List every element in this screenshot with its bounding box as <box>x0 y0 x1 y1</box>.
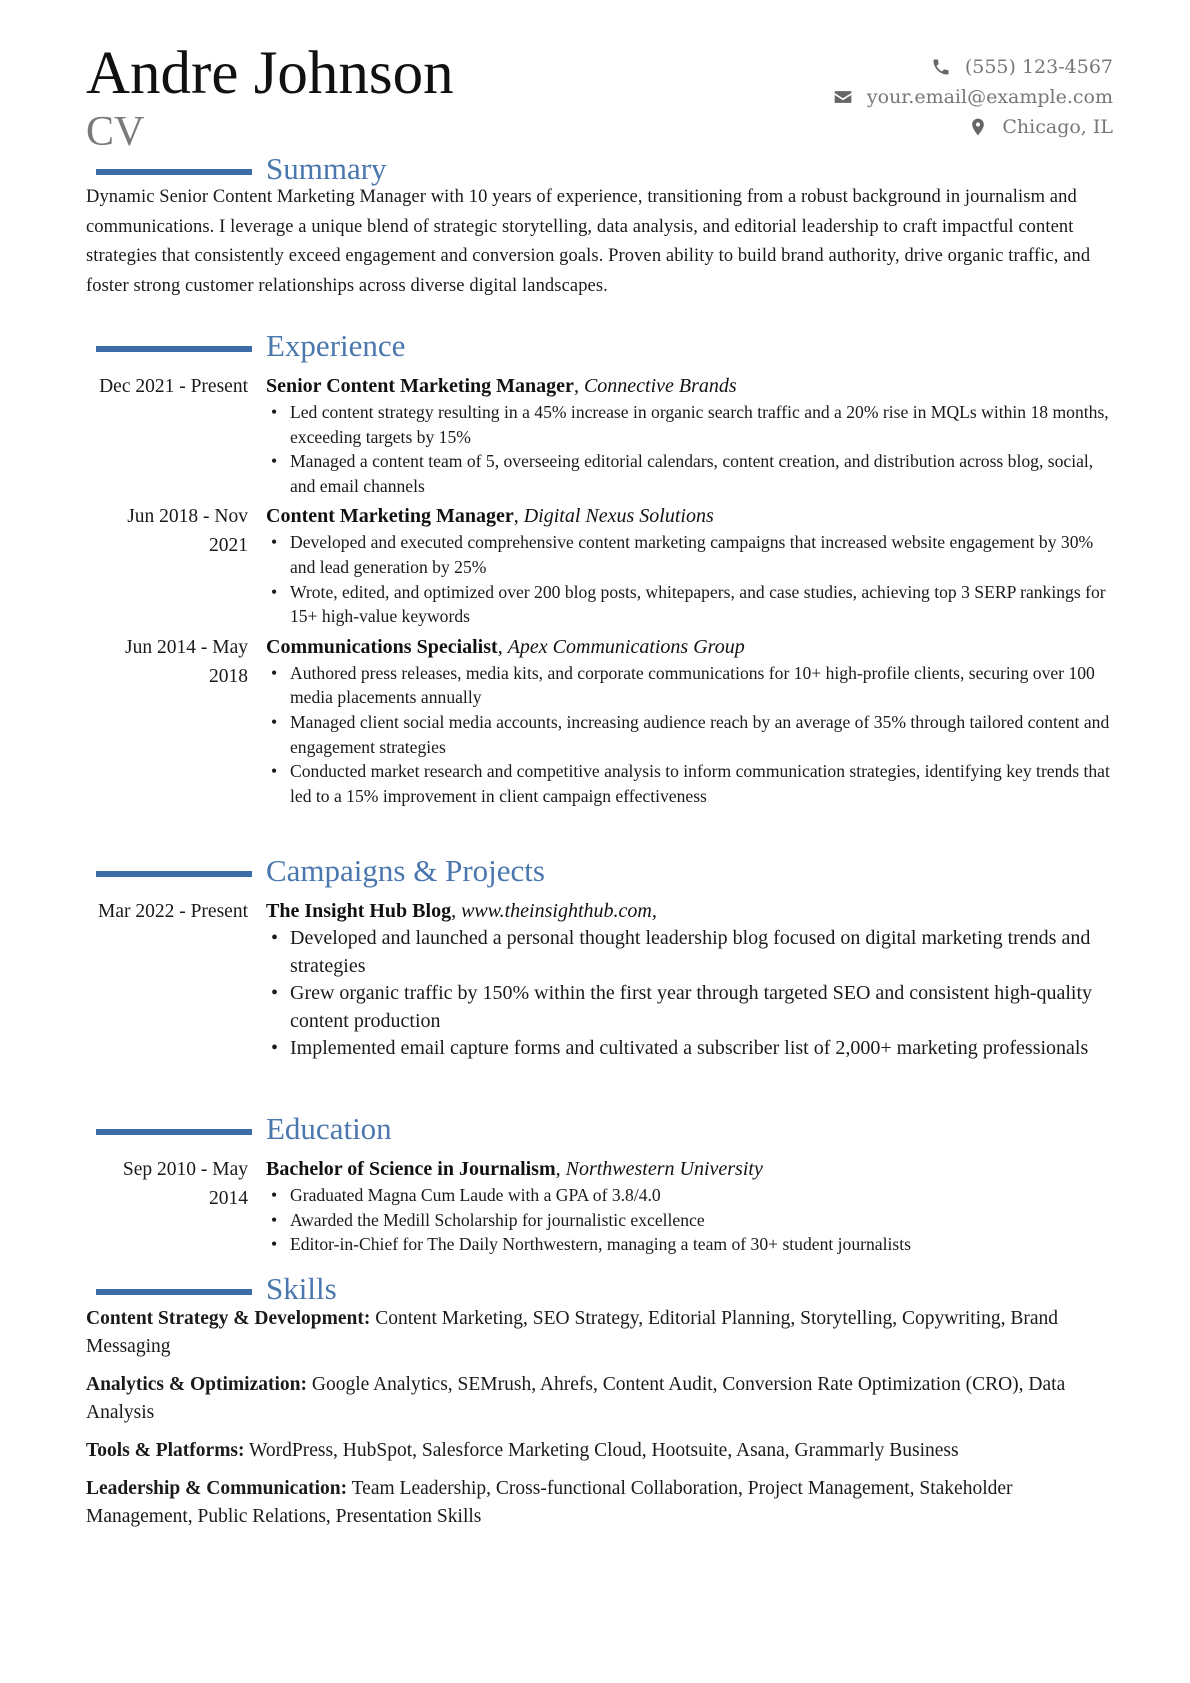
experience-entry <box>86 633 1113 809</box>
summary-section <box>86 151 1113 301</box>
phone-icon <box>931 57 951 77</box>
section-accent-bar <box>96 169 252 175</box>
envelope-icon <box>833 87 853 107</box>
entry-date: Dec 2021 - Present <box>99 376 248 397</box>
skill-group <box>86 1475 1113 1531</box>
entry-heading: The Insight Hub Blog, www.theinsighthub.com, <box>266 900 657 922</box>
entry-date: Jun 2018 - Nov 2021 <box>127 506 248 557</box>
experience-entry <box>86 372 1113 498</box>
skill-category: Tools & Platforms: <box>86 1440 245 1461</box>
bullet-item: • Managed a content team of 5, overseeing editorial calendars, content creation, and distribution across blog, social, and email channels <box>266 449 1113 498</box>
section-accent-bar <box>96 1129 252 1135</box>
summary-text: Dynamic Senior Content Marketing Manager with 10 years of experience, transitioning from a robust background in journalism and communications. I leverage a unique blend of strategic storytelling, data analysis, and editorial leadership to craft impactful content strategies that consistently exceed engagement and conversion goals. Proven ability to build brand authority, drive organic traffic, and foster strong customer relationships across diverse digital landscapes. <box>86 187 1091 296</box>
bullet-item: • Wrote, edited, and optimized over 200 blog posts, whitepapers, and case studies, achieving top 3 SERP rankings for 15+ high-value keywords <box>266 580 1113 629</box>
skill-items: Google Analytics, SEMrush, Ahrefs, Content Audit, Conversion Rate Optimization (CRO), Data Analysis <box>86 1374 1066 1423</box>
bullet-item: • Awarded the Medill Scholarship for journalistic excellence <box>266 1208 1113 1233</box>
entry-heading: Communications Specialist, Apex Communications Group <box>266 635 745 658</box>
bullet-item: • Conducted market research and competitive analysis to inform communication strategies, identifying key trends that led to a 15% improvement in client campaign effectiveness <box>266 759 1113 808</box>
skill-group <box>86 1437 1113 1465</box>
skill-category: Analytics & Optimization: <box>86 1374 307 1395</box>
bullet-item: • Grew organic traffic by 150% within the first year through targeted SEO and consistent high-quality content production <box>266 980 1113 1035</box>
skill-category: Content Strategy & Development: <box>86 1308 371 1329</box>
section-title: Campaigns & Projects <box>266 853 545 888</box>
entry-date: Jun 2014 - May 2018 <box>125 636 248 687</box>
entry-bullets <box>266 661 1113 809</box>
skill-group <box>86 1371 1113 1427</box>
email-text: your.email@example.com <box>866 86 1113 108</box>
bullet-item: • Editor-in-Chief for The Daily Northwestern, managing a team of 30+ student journalists <box>266 1232 1113 1257</box>
entry-role: The Insight Hub Blog <box>266 900 452 922</box>
entry-heading: Bachelor of Science in Journalism, Northwestern University <box>266 1158 763 1180</box>
experience-section <box>86 328 1113 808</box>
experience-heading <box>86 328 1113 368</box>
projects-section <box>86 853 1113 1063</box>
map-pin-icon <box>968 117 988 137</box>
section-title: Skills <box>266 1271 337 1306</box>
entry-organization: Northwestern University <box>565 1158 763 1180</box>
entry-heading: Senior Content Marketing Manager, Connective Brands <box>266 375 737 397</box>
skills-heading <box>86 1271 1113 1311</box>
section-title: Education <box>266 1111 392 1146</box>
bullet-item: • Authored press releases, media kits, and corporate communications for 10+ high-profile clients, securing over 100 media placements annually <box>266 661 1113 710</box>
bullet-item: • Graduated Magna Cum Laude with a GPA of 3.8/4.0 <box>266 1183 1113 1208</box>
experience-entry <box>86 502 1113 628</box>
phone-text: (555) 123-4567 <box>964 56 1113 78</box>
bullet-item: • Developed and executed comprehensive content marketing campaigns that increased website engagement by 30% and lead generation by 25% <box>266 530 1113 579</box>
skill-category: Leadership & Communication: <box>86 1478 348 1499</box>
section-title: Summary <box>266 151 387 186</box>
contact-email[interactable] <box>693 82 1113 112</box>
entry-organization: Digital Nexus Solutions <box>523 505 714 528</box>
entry-bullets <box>266 400 1113 498</box>
skill-items: Content Marketing, SEO Strategy, Editorial Planning, Storytelling, Copywriting, Brand Messaging <box>86 1308 1058 1357</box>
entry-role: Content Marketing Manager <box>266 505 514 528</box>
entry-bullets <box>266 530 1113 628</box>
contact-location <box>693 112 1113 142</box>
education-heading <box>86 1111 1113 1151</box>
section-title: Experience <box>266 328 406 363</box>
section-accent-bar <box>96 871 252 877</box>
project-url-link[interactable]: www.theinsighthub.com, <box>461 900 657 922</box>
entry-role: Communications Specialist <box>266 635 498 658</box>
skills-section <box>86 1271 1113 1541</box>
candidate-name: Andre Johnson <box>86 40 454 107</box>
entry-date: Mar 2022 - Present <box>97 901 248 922</box>
entry-date: Sep 2010 - May 2014 <box>122 1159 248 1209</box>
skill-items: Team Leadership, Cross-functional Collaboration, Project Management, Stakeholder Management, Public Relations, Presentation Skills <box>86 1478 1013 1527</box>
summary-heading <box>86 151 1113 191</box>
project-entry <box>86 897 1113 1063</box>
entry-organization: Apex Communications Group <box>507 635 745 658</box>
entry-bullets <box>266 925 1113 1063</box>
skill-items: WordPress, HubSpot, Salesforce Marketing Cloud, Hootsuite, Asana, Grammarly Business <box>249 1440 959 1461</box>
section-accent-bar <box>96 346 252 352</box>
entry-role: Bachelor of Science in Journalism <box>266 1158 556 1180</box>
entry-heading: Content Marketing Manager, Digital Nexus Solutions <box>266 505 714 528</box>
bullet-item: • Managed client social media accounts, increasing audience reach by an average of 35% through tailored content and engagement strategies <box>266 710 1113 759</box>
section-accent-bar <box>96 1289 252 1295</box>
document-subtitle: CV <box>86 109 145 155</box>
bullet-item: • Implemented email capture forms and cultivated a subscriber list of 2,000+ marketing professionals <box>266 1035 1113 1063</box>
contact-block <box>693 52 1113 142</box>
location-text: Chicago, IL <box>1002 116 1113 138</box>
bullet-item: • Led content strategy resulting in a 45% increase in organic search traffic and a 20% rise in MQLs within 18 months, exceeding targets by 15% <box>266 400 1113 449</box>
projects-heading <box>86 853 1113 893</box>
education-entry <box>86 1155 1113 1257</box>
skill-group <box>86 1305 1113 1361</box>
entry-role: Senior Content Marketing Manager <box>266 375 574 397</box>
contact-phone[interactable] <box>693 52 1113 82</box>
education-section <box>86 1111 1113 1257</box>
entry-bullets <box>266 1183 1113 1257</box>
entry-organization: Connective Brands <box>583 375 737 397</box>
bullet-item: • Developed and launched a personal thought leadership blog focused on digital marketing trends and strategies <box>266 925 1113 980</box>
